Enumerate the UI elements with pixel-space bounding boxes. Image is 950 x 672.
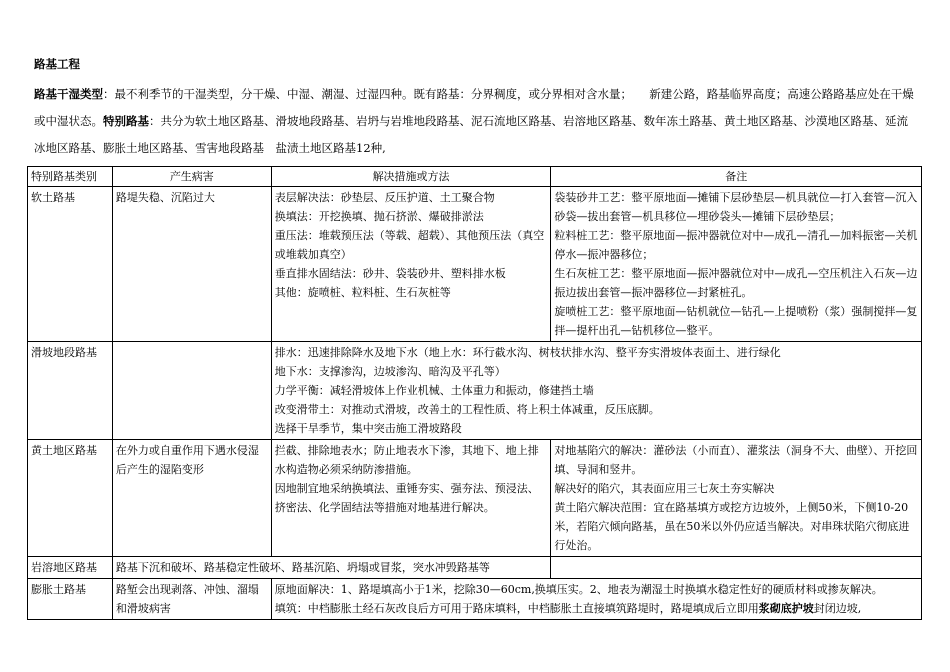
measure-text: 填筑：中档膨胀土经石灰改良后方可用于路床填料，中档膨胀土直接填筑路堤时，路堤填成后立即用 [274, 602, 759, 615]
measure-line [275, 599, 918, 618]
intro-text-special: ：共分为软土地区路基、滑坡地段路基、岩坍与岩堆地段路基、泥石流地区路基、岩溶地区路基、数年冻土路基、黄土地区路基、沙漠地区路基、延流冰地区路基、膨胀土地区路基、雪害地段路基 盐渍土地区路基12种, [34, 114, 908, 155]
measure-line: 排水：迅速排除降水及地下水（地上水：环行截水沟、树枝状排水沟、整平夯实滑坡体表面土、进行绿化 [274, 346, 781, 359]
measure-line: 表层解决法：砂垫层、反压护道、土工聚合物 [274, 191, 495, 204]
header-category: 特别路基类别 [28, 167, 113, 187]
cell-problem [112, 342, 271, 440]
cell-problem: 路堤失稳、沉陷过大 [112, 187, 271, 342]
table-row-karst [28, 557, 922, 579]
cell-category: 岩溶地区路基 [28, 557, 113, 579]
intro-label-special: 特别路基 [103, 114, 149, 128]
page-title: 路基工程 [34, 57, 80, 71]
measure-emphasis: 浆砌底护坡 [758, 602, 814, 615]
measure-line: 原地面解决：1、路堤填高小于1米，挖除30—60cm,换填压实。2、地表为潮湿土时换填水稳定性好的硬质材料或掺灰解决。 [274, 583, 883, 596]
note-line: 对地基陷穴的解决：灌砂法（小而直）、灌浆法（洞身不大、曲壁）、开挖回填、导洞和竖井。 [554, 444, 918, 476]
measure-line: 改变滑带土：对推动式滑坡，改善土的工程性质、将上积土体减重，反压底脚。 [274, 403, 660, 416]
measure-text: 封闭边坡, [813, 602, 862, 615]
cell-problem: 路基下沉和破坏、路基稳定性破坏、路基沉陷、坍塌或冒浆，突水冲毁路基等 [112, 557, 551, 579]
note-line: 黄土陷穴解决范围：宜在路基填方或挖方边坡外，上侧50米，下侧10-20米，若陷穴倾向路基，虽在50米以外仍应适当解决。对串珠状陷穴彻底进行处治。 [554, 501, 910, 552]
cell-category: 黄土地区路基 [28, 440, 113, 557]
measure-line: 选择干旱季节，集中突击施工滑坡路段 [274, 422, 462, 435]
note-line: 粒料桩工艺：整平原地面—振冲器就位对中—成孔—清孔—加料振密—关机停水—振冲器移位； [554, 229, 918, 261]
cell-measures [271, 342, 921, 440]
cell-category: 滑坡地段路基 [28, 342, 113, 440]
intro-paragraph [34, 81, 918, 162]
measure-line: 力学平衡：减轻滑坡体上作业机械、土体重力和振动，修建挡土墙 [274, 384, 594, 397]
note-line: 生石灰桩工艺：整平原地面—振冲器就位对中—成孔—空压机注入石灰—边振边拔出套管—振冲器移位—封紧桩孔。 [554, 267, 918, 299]
intro-text-moisture: ：最不利季节的干湿类型，分干燥、中湿、潮湿、过湿四种。既有路基：分界稠度，或分界相对含水量； 新建公路，路基临界高度；高速公路路基应处在干燥或中湿状态。 [34, 87, 914, 128]
cell-problem: 路堑会出现剥落、冲蚀、溜塌和滑坡病害 [112, 579, 271, 620]
header-notes: 备注 [551, 167, 922, 187]
measure-line: 因地制宜地采纳换填法、重锤夯实、强夯法、预浸法、挤密法、化学固结法等措施对地基进行解决。 [274, 482, 539, 514]
table-header-row [28, 167, 922, 187]
table-row-expansive [28, 579, 922, 620]
cell-category: 膨胀土路基 [28, 579, 113, 620]
note-line: 旋喷桩工艺：整平原地面—钻机就位—钻孔—上提喷粉（浆）强制搅拌—复拌—提杆出孔—钻机移位—整平。 [554, 305, 918, 337]
measure-line: 垂直排水固结法：砂井、袋装砂井、塑料排水板 [274, 267, 506, 280]
cell-measures [271, 440, 551, 557]
cell-notes [551, 440, 922, 557]
cell-category: 软土路基 [28, 187, 113, 342]
header-measures: 解决措施或方法 [271, 167, 551, 187]
table-row-soft [28, 187, 922, 342]
measure-line: 其他：旋喷桩、粒料桩、生石灰桩等 [274, 286, 451, 299]
measure-line: 换填法：开挖换填、抛石挤淤、爆破排淤法 [274, 210, 484, 223]
cell-notes [551, 557, 922, 579]
cell-measures [271, 579, 921, 620]
special-subgrade-table [27, 166, 922, 620]
table-row-loess [28, 440, 922, 557]
cell-problem: 在外力或自重作用下遇水侵湿后产生的湿陷变形 [112, 440, 271, 557]
note-line: 袋装砂井工艺：整平原地面—摊铺下层砂垫层—机具就位—打入套管—沉入砂袋—拔出套管—机具移位—埋砂袋头—摊铺下层砂垫层； [554, 191, 918, 223]
cell-measures [271, 187, 551, 342]
intro-label-moisture: 路基干湿类型 [34, 87, 103, 101]
table-row-landslide [28, 342, 922, 440]
measure-line: 地下水：支撑渗沟，边坡渗沟、暗沟及平孔等） [274, 365, 506, 378]
header-problem: 产生病害 [112, 167, 271, 187]
measure-line: 拦截、排除地表水；防止地表水下渗，其地下、地上排水构造物必须采纳防渗措施。 [274, 444, 539, 476]
measure-line: 重压法：堆载预压法（等载、超载）、其他预压法（真空或堆载加真空） [274, 229, 545, 261]
note-line: 解决好的陷穴，其表面应用三七灰土夯实解决 [554, 482, 775, 495]
cell-notes [551, 187, 922, 342]
